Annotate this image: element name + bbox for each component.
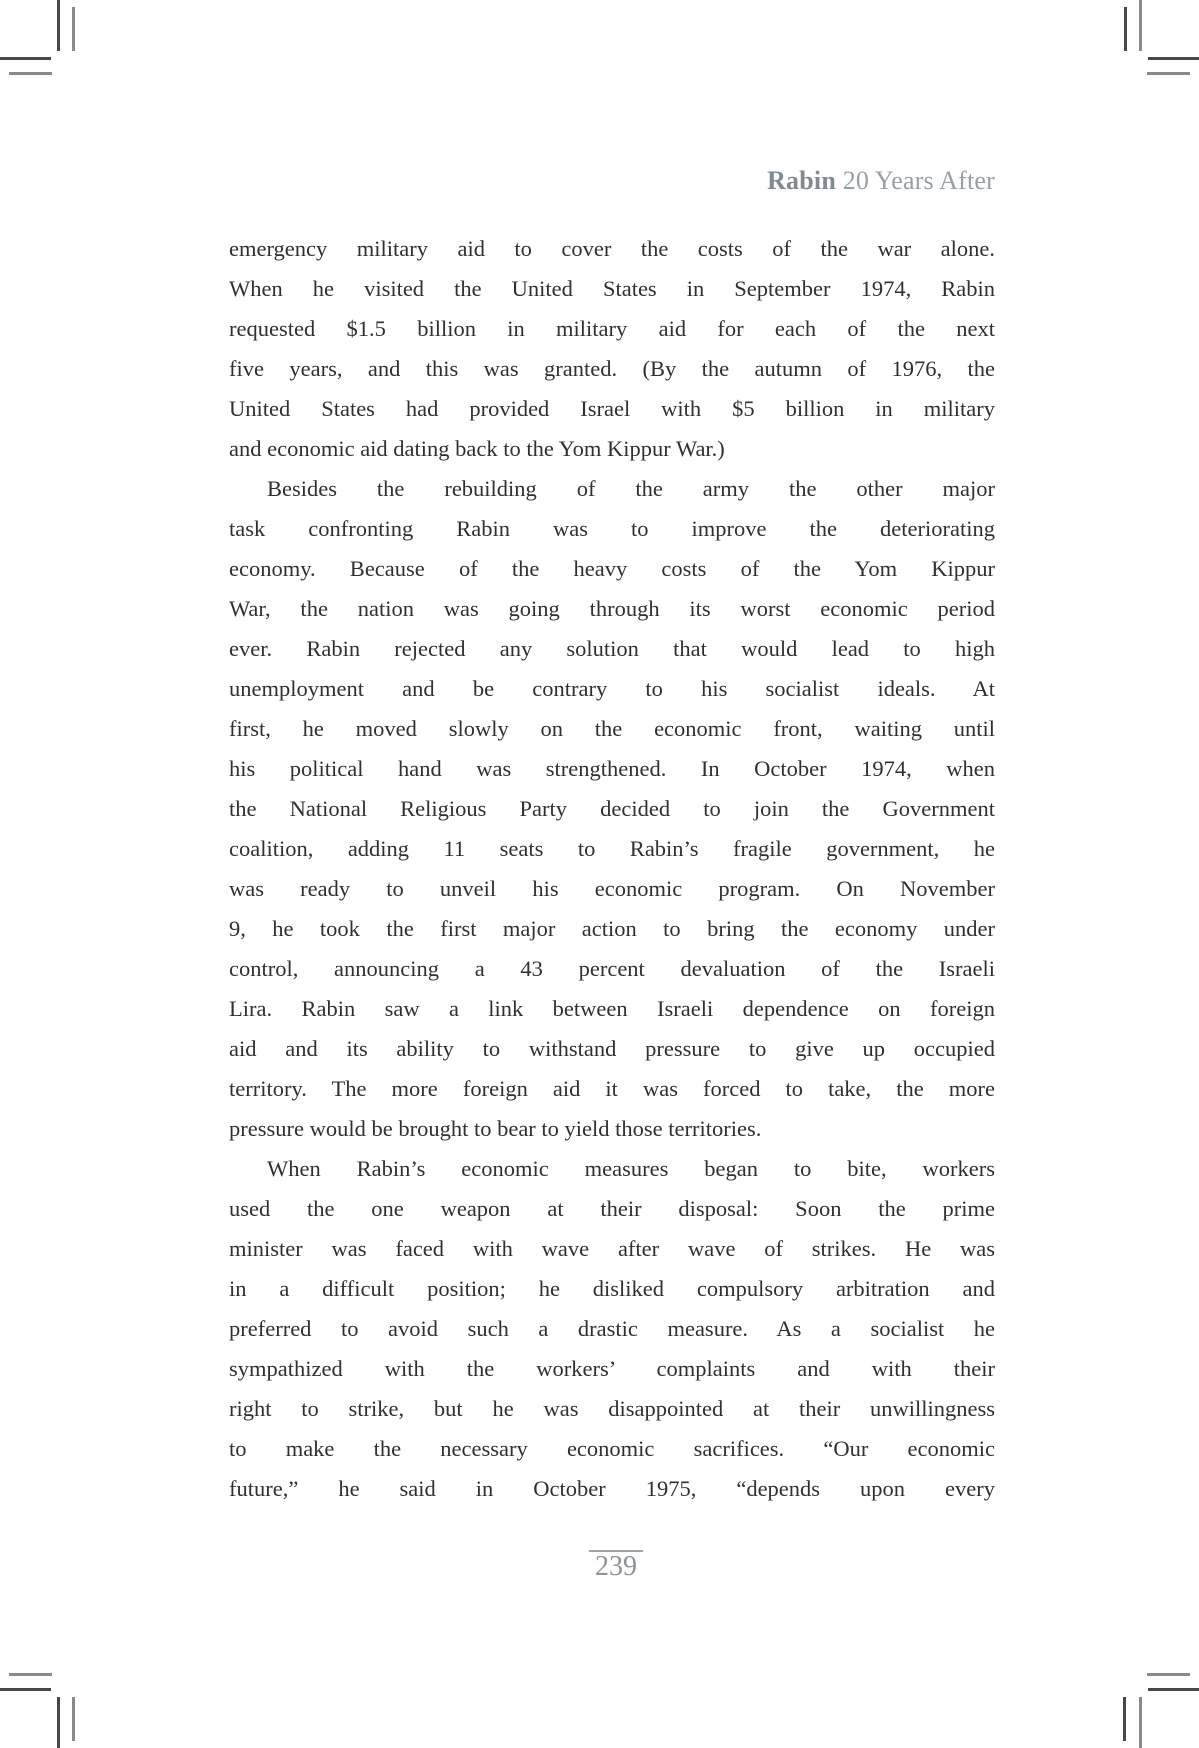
text-line: requested $1.5 billion in military aid for each of the next xyxy=(229,316,995,341)
text-line: coalition, adding 11 seats to Rabin’s fragile government, he xyxy=(229,836,995,861)
crop-mark-top-left-horizontal-inner xyxy=(9,72,52,75)
text-line: When Rabin’s economic measures began to bite, workers xyxy=(267,1156,995,1181)
crop-mark-bottom-left-horizontal-outer xyxy=(0,1688,51,1691)
text-line: control, announcing a 43 percent devaluation of the Israeli xyxy=(229,956,995,981)
running-header-book-title: Rabin xyxy=(767,166,836,195)
text-line: used the one weapon at their disposal: Soon the prime xyxy=(229,1196,995,1221)
text-line: Lira. Rabin saw a link between Israeli dependence on foreign xyxy=(229,996,995,1021)
text-line: the National Religious Party decided to join the Government xyxy=(229,796,995,821)
crop-mark-bottom-right-vertical-inner xyxy=(1123,1697,1126,1741)
crop-mark-bottom-left-vertical-outer xyxy=(57,1697,60,1748)
crop-mark-top-left-horizontal-outer xyxy=(0,57,51,60)
body-text xyxy=(229,229,995,1509)
text-line: When he visited the United States in September 1974, Rabin xyxy=(229,276,995,301)
text-line: was ready to unveil his economic program. On November xyxy=(229,876,995,901)
crop-mark-top-right-horizontal-inner xyxy=(1147,72,1190,75)
text-line: unemployment and be contrary to his socialist ideals. At xyxy=(229,676,995,701)
text-line: first, he moved slowly on the economic front, waiting until xyxy=(229,716,995,741)
crop-mark-top-right-horizontal-outer xyxy=(1148,57,1199,60)
crop-mark-top-left-vertical-inner xyxy=(72,7,75,51)
crop-mark-top-left-vertical-outer xyxy=(57,0,60,51)
text-line: task confronting Rabin was to improve the deteriorating xyxy=(229,516,995,541)
crop-mark-top-right-vertical-inner xyxy=(1124,7,1127,51)
text-line: minister was faced with wave after wave of strikes. He was xyxy=(229,1236,995,1261)
crop-mark-bottom-right-horizontal-outer xyxy=(1148,1688,1199,1691)
text-line: territory. The more foreign aid it was forced to take, the more xyxy=(229,1076,995,1101)
text-line: economy. Because of the heavy costs of the Yom Kippur xyxy=(229,556,995,581)
running-header xyxy=(767,166,995,196)
text-line: sympathized with the workers’ complaints and with their xyxy=(229,1356,995,1381)
page-number: 239 xyxy=(589,1550,643,1582)
text-line: future,” he said in October 1975, “depends upon every xyxy=(229,1476,995,1501)
text-line: ever. Rabin rejected any solution that would lead to high xyxy=(229,636,995,661)
text-line: right to strike, but he was disappointed at their unwillingness xyxy=(229,1396,995,1421)
text-line: War, the nation was going through its worst economic period xyxy=(229,596,995,621)
text-line: aid and its ability to withstand pressure to give up occupied xyxy=(229,1036,995,1061)
text-line: his political hand was strengthened. In October 1974, when xyxy=(229,756,995,781)
text-line: preferred to avoid such a drastic measure. As a socialist he xyxy=(229,1316,995,1341)
text-line: and economic aid dating back to the Yom Kippur War.) xyxy=(229,436,725,461)
text-line: emergency military aid to cover the costs of the war alone. xyxy=(229,236,995,261)
running-header-subtitle: 20 Years After xyxy=(836,166,995,195)
text-line: 9, he took the first major action to bring the economy under xyxy=(229,916,995,941)
crop-mark-top-right-vertical-outer xyxy=(1139,0,1142,51)
crop-mark-bottom-right-vertical-outer xyxy=(1139,1697,1142,1748)
text-line: in a difficult position; he disliked compulsory arbitration and xyxy=(229,1276,995,1301)
text-line: to make the necessary economic sacrifices. “Our economic xyxy=(229,1436,995,1461)
text-line: Besides the rebuilding of the army the other major xyxy=(267,476,995,501)
text-line: five years, and this was granted. (By the autumn of 1976, the xyxy=(229,356,995,381)
crop-mark-bottom-left-horizontal-inner xyxy=(9,1673,52,1676)
text-line: United States had provided Israel with $5 billion in military xyxy=(229,396,995,421)
text-line: pressure would be brought to bear to yield those territories. xyxy=(229,1116,762,1141)
crop-mark-bottom-right-horizontal-inner xyxy=(1147,1673,1190,1676)
crop-mark-bottom-left-vertical-inner xyxy=(72,1697,75,1741)
